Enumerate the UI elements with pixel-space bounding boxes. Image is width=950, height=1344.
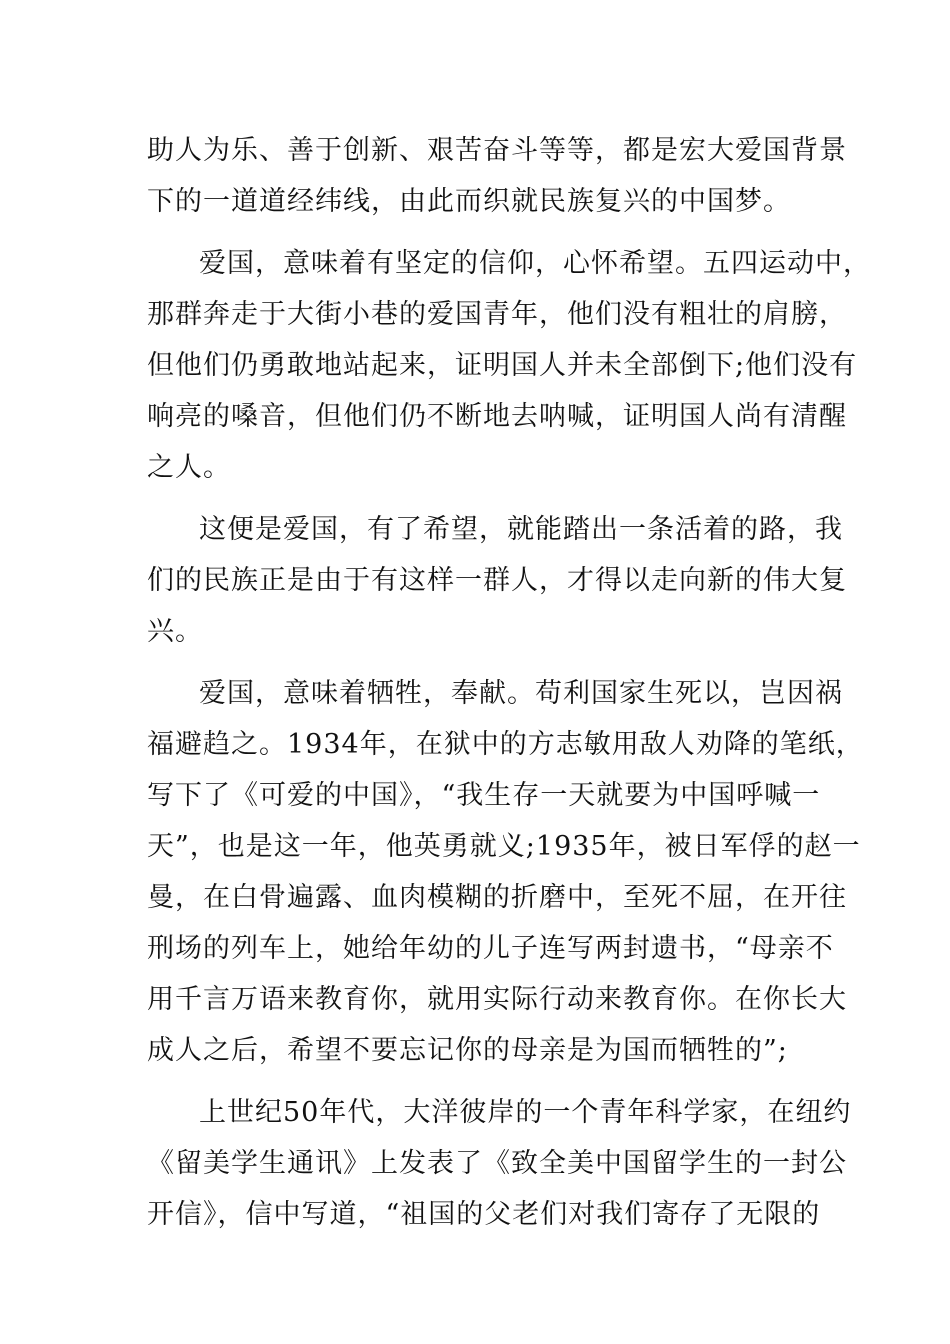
paragraph-start-line: 上世纪50年代，大洋彼岸的一个青年科学家，在纽约 bbox=[199, 1097, 852, 1128]
text-line: 用千言万语来教育你，就用实际行动来教育你。在你长大 bbox=[147, 984, 847, 1015]
text-line: 助人为乐、善于创新、艰苦奋斗等等，都是宏大爱国背景 bbox=[147, 135, 847, 166]
text-line: 天”，也是这一年，他英勇就义;1935年，被日军俘的赵一 bbox=[147, 831, 861, 862]
text-line: 曼，在白骨遍露、血肉模糊的折磨中，至死不屈，在开往 bbox=[147, 882, 847, 913]
text-line: 兴。 bbox=[147, 616, 203, 647]
text-line: 《留美学生通讯》上发表了《致全美中国留学生的一封公 bbox=[147, 1148, 847, 1179]
text-line: 开信》，信中写道，“祖国的父老们对我们寄存了无限的 bbox=[147, 1199, 821, 1230]
text-line: 响亮的嗓音，但他们仍不断地去呐喊，证明国人尚有清醒 bbox=[147, 401, 847, 432]
text-line: 刑场的列车上，她给年幼的儿子连写两封遗书，“母亲不 bbox=[147, 933, 834, 964]
text-line: 们的民族正是由于有这样一群人，才得以走向新的伟大复 bbox=[147, 565, 847, 596]
text-line: 写下了《可爱的中国》，“我生存一天就要为中国呼喊一 bbox=[147, 780, 821, 811]
paragraph-start-line: 这便是爱国，有了希望，就能踏出一条活着的路，我 bbox=[199, 514, 843, 545]
text-line: 但他们仍勇敢地站起来，证明国人并未全部倒下;他们没有 bbox=[147, 350, 858, 381]
paragraph-start-line: 爱国，意味着牺牲，奉献。苟利国家生死以，岂因祸 bbox=[199, 678, 843, 709]
text-line: 下的一道道经纬线，由此而织就民族复兴的中国梦。 bbox=[147, 186, 791, 217]
text-line: 那群奔走于大街小巷的爱国青年，他们没有粗壮的肩膀， bbox=[147, 299, 847, 330]
text-line: 成人之后，希望不要忘记你的母亲是为国而牺牲的”; bbox=[147, 1035, 788, 1066]
text-line: 福避趋之。1934年，在狱中的方志敏用敌人劝降的笔纸， bbox=[147, 729, 864, 760]
paragraph-start-line: 爱国，意味着有坚定的信仰，心怀希望。五四运动中， bbox=[199, 248, 871, 279]
text-line: 之人。 bbox=[147, 452, 231, 483]
